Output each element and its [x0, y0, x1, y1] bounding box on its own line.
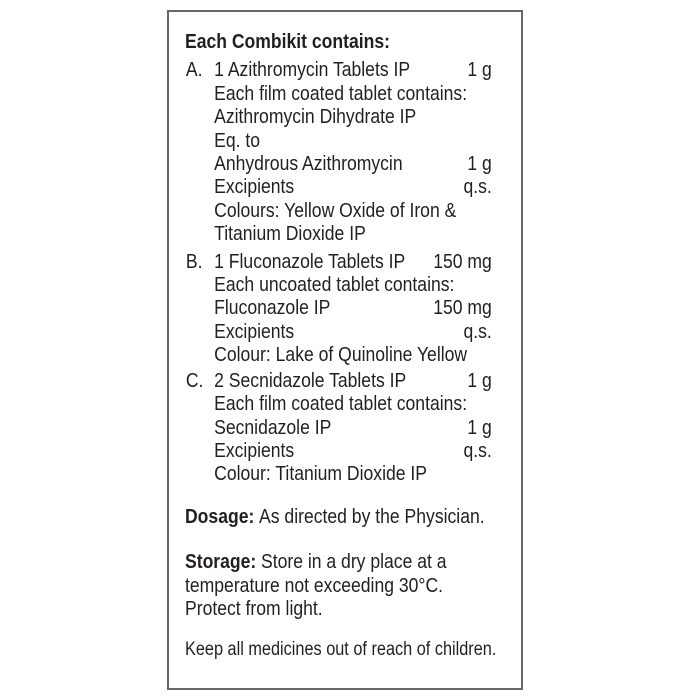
- ingredient-value: 150 mg: [433, 249, 492, 273]
- section-text-line: Each uncoated tablet contains:: [214, 273, 455, 297]
- section-item-c: [185, 369, 492, 486]
- heading-each-combikit-contains: Each Combikit contains:: [185, 30, 391, 53]
- storage-label: Storage:: [185, 550, 257, 574]
- ingredient-row: [214, 296, 492, 319]
- storage-line-2: temperature not exceeding 30°C.: [185, 573, 444, 597]
- keep-out-of-reach-warning: Keep all medicines out of reach of children.: [185, 639, 497, 661]
- label-panel: [167, 10, 523, 690]
- section-text-line: Each film coated tablet contains:: [214, 81, 468, 105]
- ingredient-row: [214, 320, 492, 343]
- section-letter: C.: [185, 368, 204, 392]
- section-text-line: Colour: Titanium Dioxide IP: [214, 462, 428, 486]
- dosage-text: As directed by the Physician.: [259, 504, 485, 528]
- ingredient-label: Anhydrous Azithromycin: [214, 152, 403, 176]
- ingredient-value: q.s.: [463, 438, 492, 462]
- section-item-a: [185, 58, 492, 245]
- section-letter: A.: [185, 58, 203, 82]
- ingredient-value: q.s.: [463, 319, 492, 343]
- ingredient-label: 1 Fluconazole Tablets IP: [214, 249, 406, 273]
- section-letter: B.: [185, 249, 203, 273]
- ingredient-row: [214, 250, 492, 273]
- ingredient-value: q.s.: [463, 175, 492, 199]
- section-text-line: Each film coated tablet contains:: [214, 392, 468, 416]
- ingredient-row: [214, 175, 492, 198]
- storage-text-1: Store in a dry place at a: [260, 550, 447, 574]
- ingredient-label: Fluconazole IP: [214, 296, 331, 320]
- label-content: [185, 30, 497, 662]
- ingredient-value: 1 g: [467, 152, 492, 176]
- ingredient-label: Excipients: [214, 319, 295, 343]
- storage-line-1: [185, 550, 492, 573]
- storage-line-3: Protect from light.: [185, 596, 323, 620]
- dosage-label: Dosage:: [185, 504, 255, 528]
- ingredient-value: 1 g: [467, 368, 492, 392]
- section-text-line: Eq. to: [214, 128, 261, 152]
- section-text-line: Colour: Lake of Quinoline Yellow: [214, 343, 468, 367]
- ingredient-row: [214, 152, 492, 175]
- sections: [185, 58, 492, 485]
- section-text-line: Azithromycin Dihydrate IP: [214, 105, 417, 129]
- section-text-line: Titanium Dioxide IP: [214, 222, 366, 246]
- dosage-line: [185, 505, 492, 528]
- ingredient-label: Excipients: [214, 438, 295, 462]
- section-item-b: [185, 250, 492, 367]
- ingredient-row: [214, 369, 492, 392]
- ingredient-value: 150 mg: [433, 296, 492, 320]
- ingredient-row: [214, 439, 492, 462]
- ingredient-value: 1 g: [467, 415, 492, 439]
- ingredient-label: 2 Secnidazole Tablets IP: [214, 368, 407, 392]
- storage-block: [185, 550, 492, 620]
- ingredient-row: [214, 58, 492, 81]
- ingredient-row: [214, 416, 492, 439]
- ingredient-label: Secnidazole IP: [214, 415, 332, 439]
- ingredient-label: 1 Azithromycin Tablets IP: [214, 58, 411, 82]
- section-text-line: Colours: Yellow Oxide of Iron &: [214, 198, 457, 222]
- ingredient-label: Excipients: [214, 175, 295, 199]
- ingredient-value: 1 g: [467, 58, 492, 82]
